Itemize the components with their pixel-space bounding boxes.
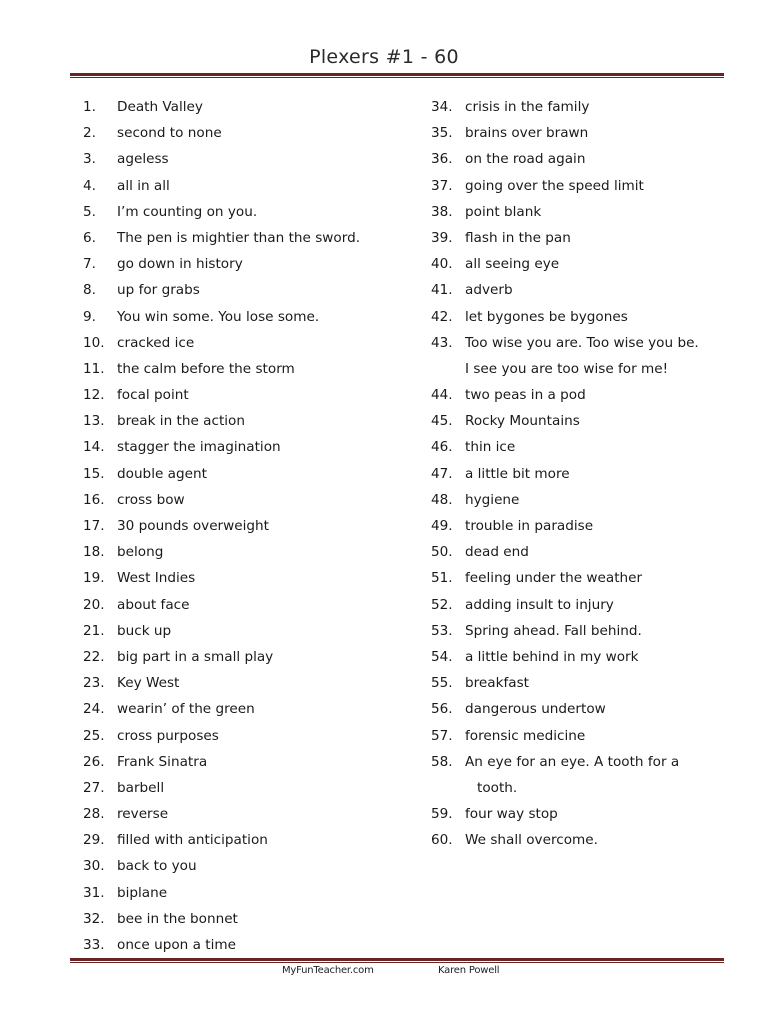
list-item xyxy=(431,304,731,330)
list-item xyxy=(431,330,731,356)
item-number: 37. xyxy=(431,177,453,194)
item-answer: biplane xyxy=(117,884,168,901)
list-item xyxy=(83,94,413,120)
list-item xyxy=(431,565,731,591)
item-answer: West Indies xyxy=(117,570,196,587)
item-answer: reverse xyxy=(117,806,169,823)
item-answer: thin ice xyxy=(465,439,516,456)
item-number: 13. xyxy=(83,413,105,430)
list-item xyxy=(83,382,413,408)
item-answer: on the road again xyxy=(465,151,586,168)
item-answer: Rocky Mountains xyxy=(465,413,580,430)
list-item xyxy=(83,251,413,277)
item-number: 32. xyxy=(83,910,105,927)
footer-rule-thin xyxy=(70,962,724,963)
list-item xyxy=(83,932,413,958)
item-answer: 30 pounds overweight xyxy=(117,518,269,534)
item-answer: hygiene xyxy=(465,491,520,508)
item-answer: buck up xyxy=(117,622,172,639)
item-answer: cross bow xyxy=(117,491,185,508)
item-answer: four way stop xyxy=(465,806,558,823)
list-item xyxy=(431,146,731,172)
item-number: 31. xyxy=(83,884,105,901)
item-number: 33. xyxy=(83,937,105,953)
item-answer: trouble in paradise xyxy=(465,518,594,534)
item-number: 9. xyxy=(83,308,96,325)
list-item xyxy=(431,199,731,225)
list-item xyxy=(83,723,413,749)
item-answer: barbell xyxy=(117,779,165,796)
list-item xyxy=(83,880,413,906)
list-item xyxy=(83,173,413,199)
list-item xyxy=(431,539,731,565)
item-answer: a little behind in my work xyxy=(465,648,639,665)
item-number: 11. xyxy=(83,360,105,377)
item-number: 12. xyxy=(83,387,105,404)
item-number: 30. xyxy=(83,858,105,875)
item-number: 45. xyxy=(431,413,453,430)
item-number: 58. xyxy=(431,753,453,770)
list-item xyxy=(83,670,413,696)
item-answer: wearin’ of the green xyxy=(117,701,255,718)
item-answer: The pen is mightier than the sword. xyxy=(117,229,361,246)
item-number: 6. xyxy=(83,229,96,246)
item-answer: breakfast xyxy=(465,675,530,692)
item-answer: up for grabs xyxy=(117,282,200,299)
list-item xyxy=(83,696,413,722)
item-number: 51. xyxy=(431,570,453,587)
item-number: 41. xyxy=(431,282,453,299)
page-title: Plexers #1 - 60 xyxy=(309,46,459,68)
item-answer: Key West xyxy=(117,675,180,692)
list-item xyxy=(83,749,413,775)
item-number: 19. xyxy=(83,570,105,587)
item-answer: all seeing eye xyxy=(465,256,560,273)
list-item xyxy=(431,696,731,722)
item-answer: adverb xyxy=(465,282,513,299)
item-number: 46. xyxy=(431,439,453,456)
item-answer: all in all xyxy=(117,177,170,194)
item-answer: tooth. xyxy=(477,779,518,796)
item-answer: stagger the imagination xyxy=(117,439,281,456)
list-item xyxy=(431,513,731,539)
item-answer: big part in a small play xyxy=(117,648,274,665)
list-item xyxy=(83,120,413,146)
header-rule-thick xyxy=(70,73,724,76)
item-number: 16. xyxy=(83,491,105,508)
item-number: 38. xyxy=(431,203,453,220)
item-number: 34. xyxy=(431,99,453,115)
item-number: 57. xyxy=(431,727,453,744)
item-answer: second to none xyxy=(117,125,222,142)
list-item xyxy=(431,801,731,827)
list-item xyxy=(83,304,413,330)
list-item xyxy=(83,225,413,251)
list-item xyxy=(83,565,413,591)
item-number: 2. xyxy=(83,125,96,142)
item-answer: focal point xyxy=(117,387,189,404)
item-answer: dead end xyxy=(465,544,529,561)
item-answer: feeling under the weather xyxy=(465,570,643,587)
list-item xyxy=(83,146,413,172)
item-number: 44. xyxy=(431,387,453,404)
item-answer: I see you are too wise for me! xyxy=(465,360,669,377)
list-item xyxy=(431,618,731,644)
item-number: 40. xyxy=(431,256,453,273)
item-answer: I’m counting on you. xyxy=(117,203,258,220)
item-number: 49. xyxy=(431,518,453,534)
item-answer: brains over brawn xyxy=(465,125,589,142)
list-item xyxy=(83,775,413,801)
item-number: 52. xyxy=(431,596,453,613)
list-item xyxy=(431,461,731,487)
list-item xyxy=(83,408,413,434)
item-answer: go down in history xyxy=(117,256,243,273)
item-answer: We shall overcome. xyxy=(465,832,598,849)
item-number: 43. xyxy=(431,334,453,351)
item-answer: point blank xyxy=(465,203,542,220)
list-item xyxy=(431,775,731,801)
item-answer: let bygones be bygones xyxy=(465,308,628,325)
item-number: 39. xyxy=(431,229,453,246)
list-item xyxy=(83,487,413,513)
list-item xyxy=(431,173,731,199)
answers-column-right xyxy=(431,94,731,853)
list-item xyxy=(431,592,731,618)
answers-column-left xyxy=(83,94,413,958)
item-answer: break in the action xyxy=(117,413,245,430)
item-answer: Too wise you are. Too wise you be. xyxy=(465,334,699,351)
item-number: 5. xyxy=(83,203,96,220)
item-number: 18. xyxy=(83,544,105,561)
list-item xyxy=(431,225,731,251)
item-answer: crisis in the family xyxy=(465,99,590,115)
item-number: 3. xyxy=(83,151,96,168)
item-number: 1. xyxy=(83,99,96,115)
item-number: 29. xyxy=(83,832,105,849)
item-number: 22. xyxy=(83,648,105,665)
item-number: 20. xyxy=(83,596,105,613)
item-number: 47. xyxy=(431,465,453,482)
item-number: 26. xyxy=(83,753,105,770)
item-answer: back to you xyxy=(117,858,197,875)
item-answer: once upon a time xyxy=(117,937,236,953)
footer-author: Karen Powell xyxy=(438,965,500,976)
item-answer: going over the speed limit xyxy=(465,177,644,194)
item-answer: bee in the bonnet xyxy=(117,910,238,927)
list-item xyxy=(431,251,731,277)
item-number: 59. xyxy=(431,806,453,823)
item-answer: double agent xyxy=(117,465,207,482)
item-answer: Death Valley xyxy=(117,99,203,115)
item-number: 21. xyxy=(83,622,105,639)
list-item xyxy=(431,434,731,460)
list-item xyxy=(83,461,413,487)
list-item xyxy=(83,330,413,356)
item-number: 28. xyxy=(83,806,105,823)
list-item xyxy=(431,723,731,749)
list-item xyxy=(83,277,413,303)
item-number: 15. xyxy=(83,465,105,482)
item-number: 50. xyxy=(431,544,453,561)
list-item xyxy=(83,513,413,539)
footer-rule xyxy=(70,958,724,963)
item-number: 55. xyxy=(431,675,453,692)
list-item xyxy=(431,487,731,513)
list-item xyxy=(83,853,413,879)
item-answer: ageless xyxy=(117,151,169,168)
footer-site: MyFunTeacher.com xyxy=(282,965,374,976)
list-item xyxy=(83,827,413,853)
list-item xyxy=(431,749,731,775)
item-answer: flash in the pan xyxy=(465,229,571,246)
list-item xyxy=(431,356,731,382)
list-item xyxy=(83,801,413,827)
item-number: 27. xyxy=(83,779,105,796)
list-item xyxy=(431,408,731,434)
item-answer: You win some. You lose some. xyxy=(117,308,320,325)
item-number: 36. xyxy=(431,151,453,168)
list-item xyxy=(83,539,413,565)
item-number: 53. xyxy=(431,622,453,639)
item-number: 7. xyxy=(83,256,96,273)
item-answer: cracked ice xyxy=(117,334,195,351)
item-number: 56. xyxy=(431,701,453,718)
item-answer: Frank Sinatra xyxy=(117,753,208,770)
item-answer: filled with anticipation xyxy=(117,832,268,849)
item-answer: about face xyxy=(117,596,190,613)
item-number: 54. xyxy=(431,648,453,665)
item-number: 8. xyxy=(83,282,96,299)
header-rule xyxy=(70,73,724,78)
item-answer: belong xyxy=(117,544,164,561)
item-answer: cross purposes xyxy=(117,727,219,744)
item-number: 23. xyxy=(83,675,105,692)
item-answer: two peas in a pod xyxy=(465,387,586,404)
item-number: 60. xyxy=(431,832,453,849)
item-number: 42. xyxy=(431,308,453,325)
list-item xyxy=(431,827,731,853)
item-number: 10. xyxy=(83,334,105,351)
item-answer: adding insult to injury xyxy=(465,596,614,613)
list-item xyxy=(431,670,731,696)
list-item xyxy=(431,120,731,146)
item-number: 4. xyxy=(83,177,96,194)
list-item xyxy=(431,277,731,303)
item-number: 35. xyxy=(431,125,453,142)
footer-rule-thick xyxy=(70,958,724,961)
item-number: 48. xyxy=(431,491,453,508)
list-item xyxy=(83,906,413,932)
list-item xyxy=(431,644,731,670)
item-answer: An eye for an eye. A tooth for a xyxy=(465,753,680,770)
list-item xyxy=(83,644,413,670)
item-answer: forensic medicine xyxy=(465,727,586,744)
item-answer: Spring ahead. Fall behind. xyxy=(465,622,642,639)
list-item xyxy=(83,356,413,382)
list-item xyxy=(83,618,413,644)
list-item xyxy=(83,592,413,618)
list-item xyxy=(83,434,413,460)
item-number: 24. xyxy=(83,701,105,718)
item-answer: a little bit more xyxy=(465,465,570,482)
header-rule-thin xyxy=(70,77,724,78)
list-item xyxy=(83,199,413,225)
item-number: 17. xyxy=(83,518,105,534)
item-answer: the calm before the storm xyxy=(117,360,295,377)
list-item xyxy=(431,382,731,408)
item-number: 14. xyxy=(83,439,105,456)
item-number: 25. xyxy=(83,727,105,744)
list-item xyxy=(431,94,731,120)
item-answer: dangerous undertow xyxy=(465,701,606,718)
